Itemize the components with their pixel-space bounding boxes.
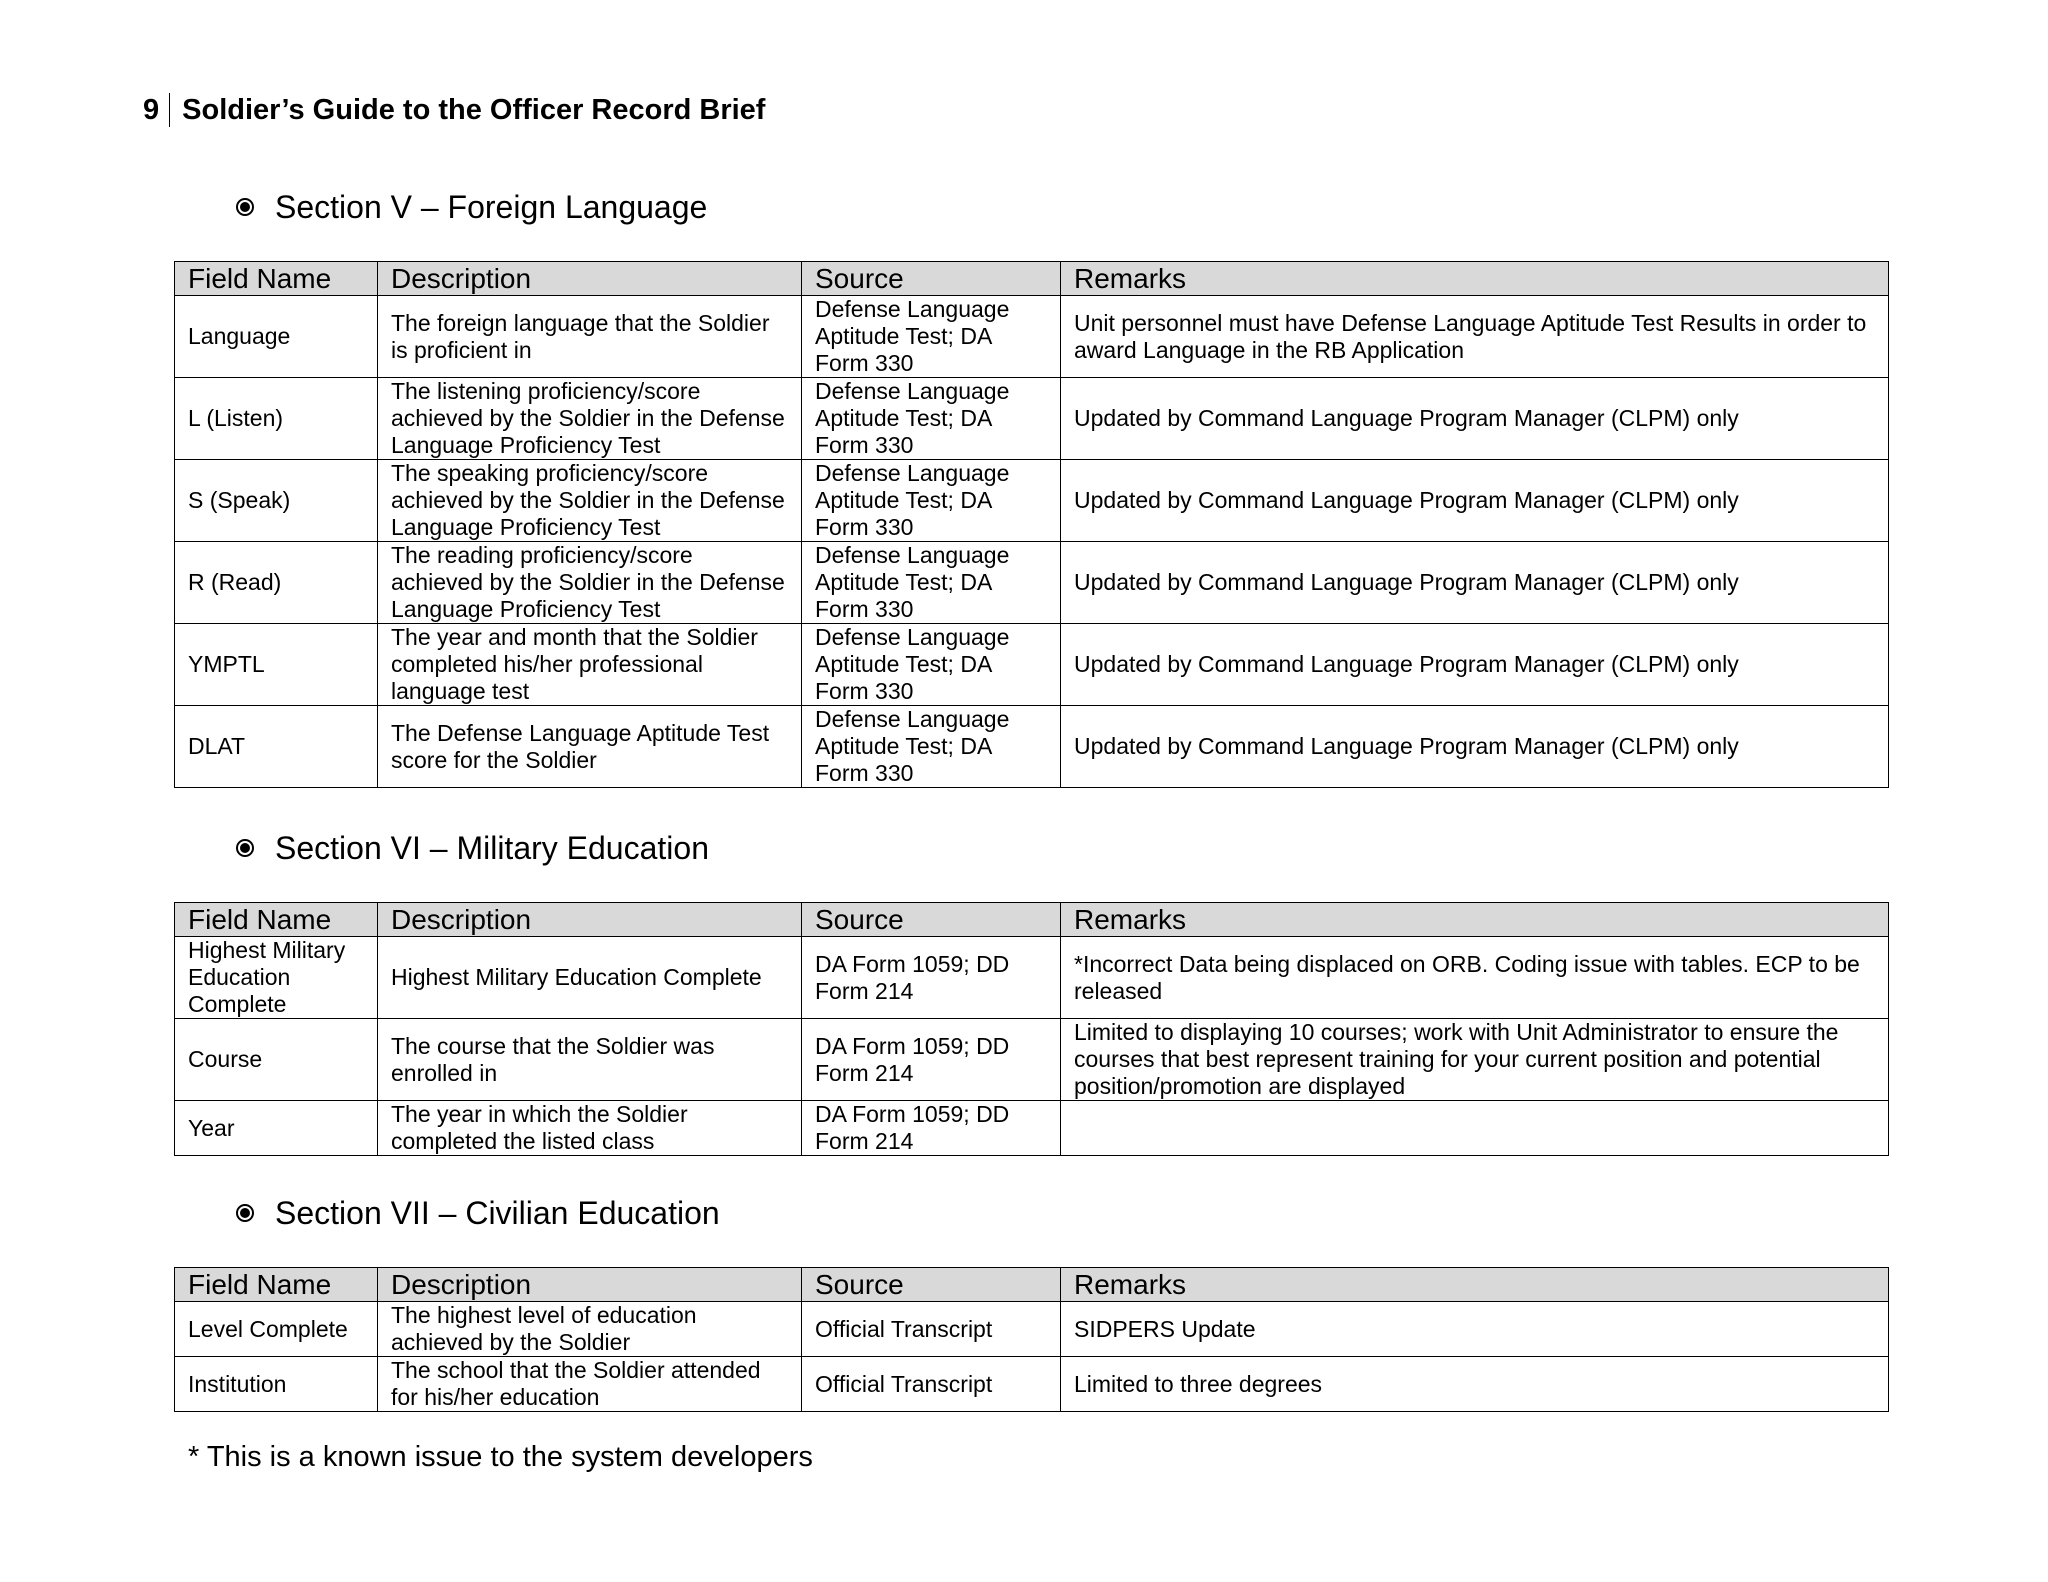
column-header: Field Name	[175, 903, 378, 937]
table-row	[175, 1302, 1889, 1357]
column-header: Remarks	[1061, 903, 1889, 937]
document-title: Soldier’s Guide to the Officer Record Brief	[182, 94, 766, 126]
source-cell: Defense Language Aptitude Test; DA Form 330	[802, 624, 1061, 706]
page-number: 9	[143, 93, 170, 127]
source-cell: Defense Language Aptitude Test; DA Form 330	[802, 296, 1061, 378]
table-row	[175, 937, 1889, 1019]
page-header	[143, 92, 765, 128]
source-cell: DA Form 1059; DD Form 214	[802, 937, 1061, 1019]
description-cell: The Defense Language Aptitude Test score for the Soldier	[378, 706, 802, 788]
table-row	[175, 378, 1889, 460]
description-cell: The speaking proficiency/score achieved by the Soldier in the Defense Language Proficiency Test	[378, 460, 802, 542]
description-cell: The year in which the Soldier completed the listed class	[378, 1101, 802, 1156]
source-cell: Defense Language Aptitude Test; DA Form 330	[802, 378, 1061, 460]
field-name-cell: Level Complete	[175, 1302, 378, 1357]
table-header-row	[175, 262, 1889, 296]
description-cell: Highest Military Education Complete	[378, 937, 802, 1019]
remarks-cell: Updated by Command Language Program Manager (CLPM) only	[1061, 624, 1889, 706]
description-cell: The school that the Soldier attended for his/her education	[378, 1357, 802, 1412]
table-row	[175, 296, 1889, 378]
field-name-cell: DLAT	[175, 706, 378, 788]
table-row	[175, 542, 1889, 624]
source-cell: Defense Language Aptitude Test; DA Form 330	[802, 460, 1061, 542]
column-header: Remarks	[1061, 1268, 1889, 1302]
field-name-cell: Year	[175, 1101, 378, 1156]
section-title: Section V – Foreign Language	[275, 188, 708, 225]
table-header-row	[175, 903, 1889, 937]
column-header: Description	[378, 903, 802, 937]
remarks-cell	[1061, 1101, 1889, 1156]
field-name-cell: Course	[175, 1019, 378, 1101]
description-cell: The year and month that the Soldier completed his/her professional language test	[378, 624, 802, 706]
column-header: Description	[378, 262, 802, 296]
column-header: Source	[802, 1268, 1061, 1302]
military-education-table	[174, 902, 1889, 1156]
radio-bullet-icon	[236, 839, 254, 857]
column-header: Source	[802, 903, 1061, 937]
field-name-cell: Institution	[175, 1357, 378, 1412]
radio-bullet-icon	[236, 198, 254, 216]
field-name-cell: S (Speak)	[175, 460, 378, 542]
remarks-cell: SIDPERS Update	[1061, 1302, 1889, 1357]
remarks-cell: Updated by Command Language Program Manager (CLPM) only	[1061, 542, 1889, 624]
section-heading-foreign-language	[236, 187, 707, 227]
description-cell: The listening proficiency/score achieved by the Soldier in the Defense Language Proficiency Test	[378, 378, 802, 460]
source-cell: Official Transcript	[802, 1357, 1061, 1412]
field-name-cell: L (Listen)	[175, 378, 378, 460]
source-cell: DA Form 1059; DD Form 214	[802, 1101, 1061, 1156]
civilian-education-table	[174, 1267, 1889, 1412]
source-cell: Defense Language Aptitude Test; DA Form 330	[802, 706, 1061, 788]
section-title: Section VII – Civilian Education	[275, 1194, 720, 1231]
description-cell: The reading proficiency/score achieved by the Soldier in the Defense Language Proficiency Test	[378, 542, 802, 624]
description-cell: The highest level of education achieved by the Soldier	[378, 1302, 802, 1357]
remarks-cell: Unit personnel must have Defense Language Aptitude Test Results in order to award Language in the RB Application	[1061, 296, 1889, 378]
description-cell: The foreign language that the Soldier is proficient in	[378, 296, 802, 378]
foreign-language-table	[174, 261, 1889, 788]
remarks-cell: Updated by Command Language Program Manager (CLPM) only	[1061, 378, 1889, 460]
remarks-cell: Limited to displaying 10 courses; work with Unit Administrator to ensure the courses that best represent training for your current position and potential position/promotion are displayed	[1061, 1019, 1889, 1101]
field-name-cell: Highest Military Education Complete	[175, 937, 378, 1019]
column-header: Description	[378, 1268, 802, 1302]
column-header: Field Name	[175, 262, 378, 296]
remarks-cell: Limited to three degrees	[1061, 1357, 1889, 1412]
section-heading-civilian-education	[236, 1193, 720, 1233]
field-name-cell: YMPTL	[175, 624, 378, 706]
table-header-row	[175, 1268, 1889, 1302]
table-row	[175, 706, 1889, 788]
column-header: Remarks	[1061, 262, 1889, 296]
table-row	[175, 460, 1889, 542]
section-title: Section VI – Military Education	[275, 829, 709, 866]
section-heading-military-education	[236, 828, 709, 868]
table-row	[175, 1101, 1889, 1156]
footnote: * This is a known issue to the system developers	[188, 1441, 813, 1473]
source-cell: DA Form 1059; DD Form 214	[802, 1019, 1061, 1101]
table-row	[175, 1019, 1889, 1101]
radio-bullet-icon	[236, 1204, 254, 1222]
remarks-cell: Updated by Command Language Program Manager (CLPM) only	[1061, 706, 1889, 788]
source-cell: Defense Language Aptitude Test; DA Form 330	[802, 542, 1061, 624]
column-header: Source	[802, 262, 1061, 296]
description-cell: The course that the Soldier was enrolled in	[378, 1019, 802, 1101]
table-row	[175, 1357, 1889, 1412]
table-row	[175, 624, 1889, 706]
remarks-cell: *Incorrect Data being displaced on ORB. Coding issue with tables. ECP to be released	[1061, 937, 1889, 1019]
field-name-cell: R (Read)	[175, 542, 378, 624]
remarks-cell: Updated by Command Language Program Manager (CLPM) only	[1061, 460, 1889, 542]
field-name-cell: Language	[175, 296, 378, 378]
source-cell: Official Transcript	[802, 1302, 1061, 1357]
column-header: Field Name	[175, 1268, 378, 1302]
